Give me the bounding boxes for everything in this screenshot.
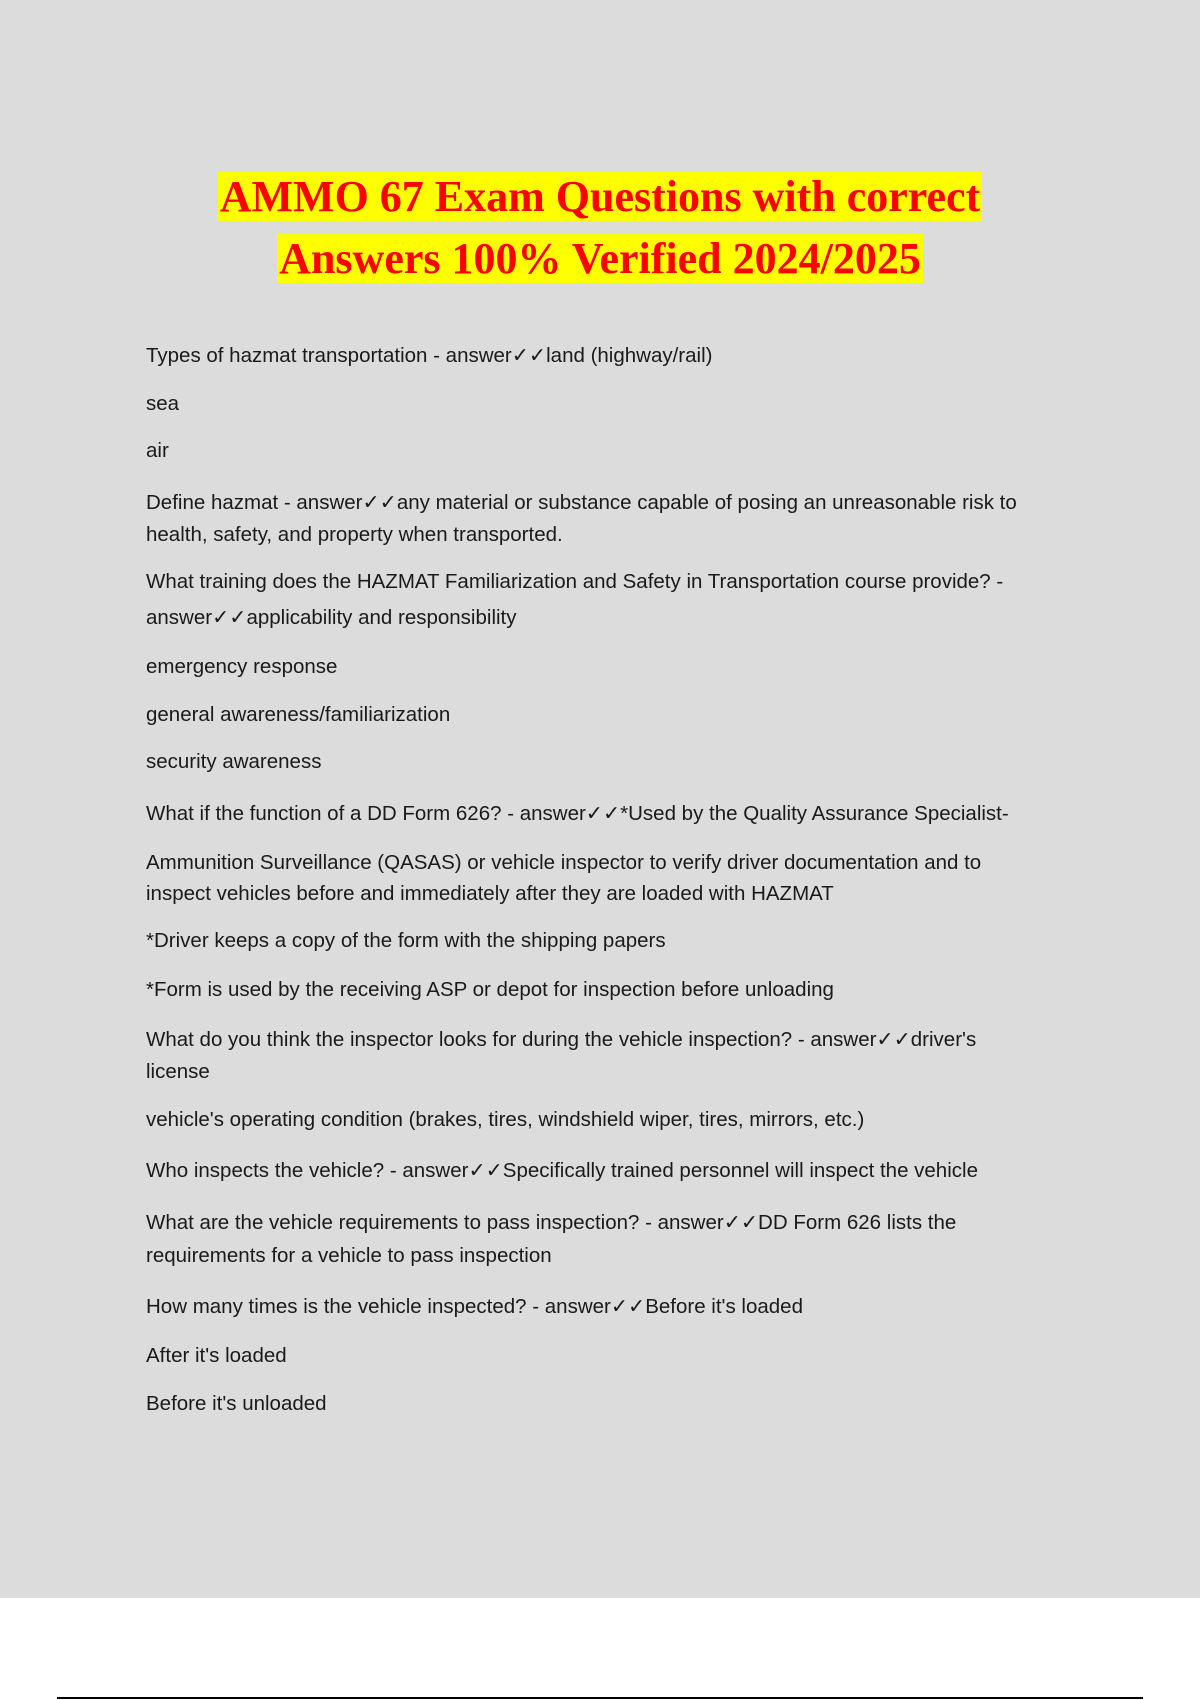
body-line: What do you think the inspector looks for during the vehicle inspection? - answer✓✓driver's xyxy=(146,1028,977,1051)
body-line: health, safety, and property when transported. xyxy=(146,523,563,546)
footer-divider xyxy=(57,1697,1143,1699)
body-line: After it's loaded xyxy=(146,1344,287,1367)
body-line: What are the vehicle requirements to pass inspection? - answer✓✓DD Form 626 lists the xyxy=(146,1211,957,1234)
body-line: Types of hazmat transportation - answer✓✓land (highway/rail) xyxy=(146,344,713,367)
document-title xyxy=(0,166,1200,290)
body-line: license xyxy=(146,1060,210,1083)
body-line: What if the function of a DD Form 626? - answer✓✓*Used by the Quality Assurance Specialist- xyxy=(146,802,1009,825)
body-line: What training does the HAZMAT Familiarization and Safety in Transportation course provide? - xyxy=(146,570,1004,593)
title-line-1: AMMO 67 Exam Questions with correct xyxy=(219,172,981,221)
body-line: security awareness xyxy=(146,750,322,773)
body-line: general awareness/familiarization xyxy=(146,703,451,726)
body-line: emergency response xyxy=(146,655,338,678)
body-line: Define hazmat - answer✓✓any material or substance capable of posing an unreasonable risk to xyxy=(146,491,1017,514)
body-line: sea xyxy=(146,392,180,415)
body-line: requirements for a vehicle to pass inspection xyxy=(146,1244,552,1267)
body-line: *Form is used by the receiving ASP or depot for inspection before unloading xyxy=(146,978,834,1001)
body-line: Before it's unloaded xyxy=(146,1392,327,1415)
body-line: *Driver keeps a copy of the form with the shipping papers xyxy=(146,929,666,952)
body-line: How many times is the vehicle inspected? - answer✓✓Before it's loaded xyxy=(146,1295,803,1318)
body-line: air xyxy=(146,439,169,462)
body-line: vehicle's operating condition (brakes, tires, windshield wiper, tires, mirrors, etc.) xyxy=(146,1108,865,1131)
body-line: answer✓✓applicability and responsibility xyxy=(146,606,517,629)
body-line: Who inspects the vehicle? - answer✓✓Specifically trained personnel will inspect the vehicle xyxy=(146,1159,978,1182)
body-line: inspect vehicles before and immediately after they are loaded with HAZMAT xyxy=(146,882,834,905)
body-line: Ammunition Surveillance (QASAS) or vehicle inspector to verify driver documentation and to xyxy=(146,851,982,874)
title-line-2: Answers 100% Verified 2024/2025 xyxy=(279,234,921,283)
